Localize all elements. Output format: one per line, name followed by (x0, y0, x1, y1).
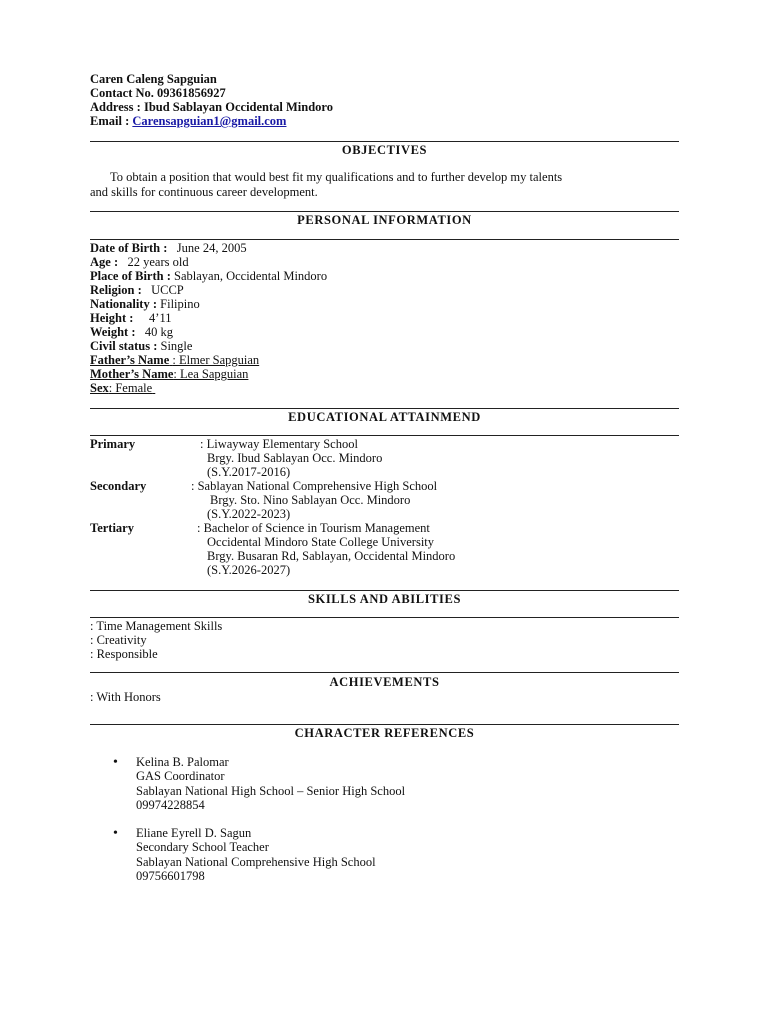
reference-phone: 09974228854 (136, 798, 205, 812)
secondary-address: Brgy. Sto. Nino Sablayan Occ. Mindoro (210, 493, 411, 507)
nationality-row (90, 297, 200, 312)
divider (90, 590, 679, 591)
reference-phone: 09756601798 (136, 869, 205, 883)
address-line (90, 100, 333, 115)
father-row (90, 353, 259, 368)
secondary-school-year: (S.Y.2022-2023) (207, 507, 291, 521)
religion-label: Religion : (90, 283, 142, 297)
objectives-text-line1: To obtain a position that would best fit my qualifications and to further develop my talents (110, 170, 563, 184)
civil-status-label: Civil status : (90, 339, 158, 353)
contact-value: 09361856927 (157, 86, 226, 100)
dob-row (90, 241, 247, 256)
address-label: Address : (90, 100, 141, 114)
reference-name: Kelina B. Palomar (136, 755, 229, 769)
father-label: Father’s Name (90, 353, 170, 367)
tertiary-school-year: (S.Y.2026-2027) (207, 563, 291, 577)
mother-value: : Lea Sapguian (173, 367, 249, 381)
secondary-label: Secondary (90, 479, 147, 493)
primary-school: : Liwayway Elementary School (200, 437, 358, 451)
personal-info-heading: PERSONAL INFORMATION (297, 213, 472, 227)
tertiary-school: Occidental Mindoro State College University (207, 535, 435, 549)
weight-row (90, 325, 173, 340)
achievements-heading: ACHIEVEMENTS (329, 675, 440, 689)
civil-status-row (90, 339, 192, 354)
reference-name: Eliane Eyrell D. Sagun (136, 826, 252, 840)
pob-row (90, 269, 327, 284)
reference-position: Secondary School Teacher (136, 840, 269, 854)
achievement-item: : With Honors (90, 690, 161, 704)
father-value: : Elmer Sapguian (172, 353, 260, 367)
sex-label: Sex (90, 381, 109, 395)
height-label: Height : (90, 311, 134, 325)
reference-school: Sablayan National Comprehensive High School (136, 855, 376, 869)
pob-value: Sablayan, Occidental Mindoro (174, 269, 328, 283)
email-label: Email : (90, 114, 130, 128)
address-value: Ibud Sablayan Occidental Mindoro (143, 100, 334, 114)
mother-label: Mother’s Name (90, 367, 174, 381)
tertiary-course: : Bachelor of Science in Tourism Management (197, 521, 430, 535)
contact-line (90, 86, 226, 101)
weight-label: Weight : (90, 325, 136, 339)
divider (90, 211, 679, 212)
civil-status-value: Single (160, 339, 193, 353)
height-value: 4’11 (149, 311, 172, 325)
height-row (90, 311, 171, 326)
reference-school: Sablayan National High School – Senior High School (136, 784, 406, 798)
email-link[interactable]: Carensapguian1@gmail.com (132, 114, 287, 128)
bullet-icon: • (113, 755, 118, 770)
primary-label: Primary (90, 437, 136, 451)
tertiary-address: Brgy. Busaran Rd, Sablayan, Occidental Mindoro (207, 549, 456, 563)
age-label: Age : (90, 255, 119, 269)
mother-row (90, 367, 248, 382)
age-row (90, 255, 189, 270)
nationality-label: Nationality : (90, 297, 158, 311)
reference-position: GAS Coordinator (136, 769, 225, 783)
primary-address: Brgy. Ibud Sablayan Occ. Mindoro (207, 451, 383, 465)
tertiary-label: Tertiary (90, 521, 134, 535)
references-heading: CHARACTER REFERENCES (294, 726, 475, 740)
divider (90, 617, 679, 618)
email-line (90, 114, 286, 129)
sex-row (90, 381, 155, 396)
divider (90, 672, 679, 673)
divider (90, 724, 679, 725)
divider (90, 141, 679, 142)
applicant-name: Caren Caleng Sapguian (90, 72, 217, 86)
secondary-school: : Sablayan National Comprehensive High School (191, 479, 438, 493)
sex-value: : Female (108, 381, 153, 395)
contact-label: Contact No. (90, 86, 154, 100)
skills-heading: SKILLS AND ABILITIES (307, 592, 462, 606)
divider (90, 435, 679, 436)
primary-school-year: (S.Y.2017-2016) (207, 465, 291, 479)
divider (90, 408, 679, 409)
dob-label: Date of Birth : (90, 241, 168, 255)
religion-row (90, 283, 184, 298)
skill-item: : Time Management Skills (90, 619, 223, 633)
skill-item: : Creativity (90, 633, 147, 647)
divider (90, 239, 679, 240)
dob-value: June 24, 2005 (176, 241, 247, 255)
skill-item: : Responsible (90, 647, 158, 661)
religion-value: UCCP (151, 283, 184, 297)
objectives-heading: OBJECTIVES (341, 143, 428, 157)
age-value: 22 years old (127, 255, 189, 269)
pob-label: Place of Birth : (90, 269, 171, 283)
objectives-text-line2: and skills for continuous career development. (90, 185, 318, 199)
weight-value: 40 kg (144, 325, 173, 339)
bullet-icon: • (113, 826, 118, 841)
nationality-value: Filipino (160, 297, 200, 311)
education-heading: EDUCATIONAL ATTAINMEND (288, 410, 481, 424)
